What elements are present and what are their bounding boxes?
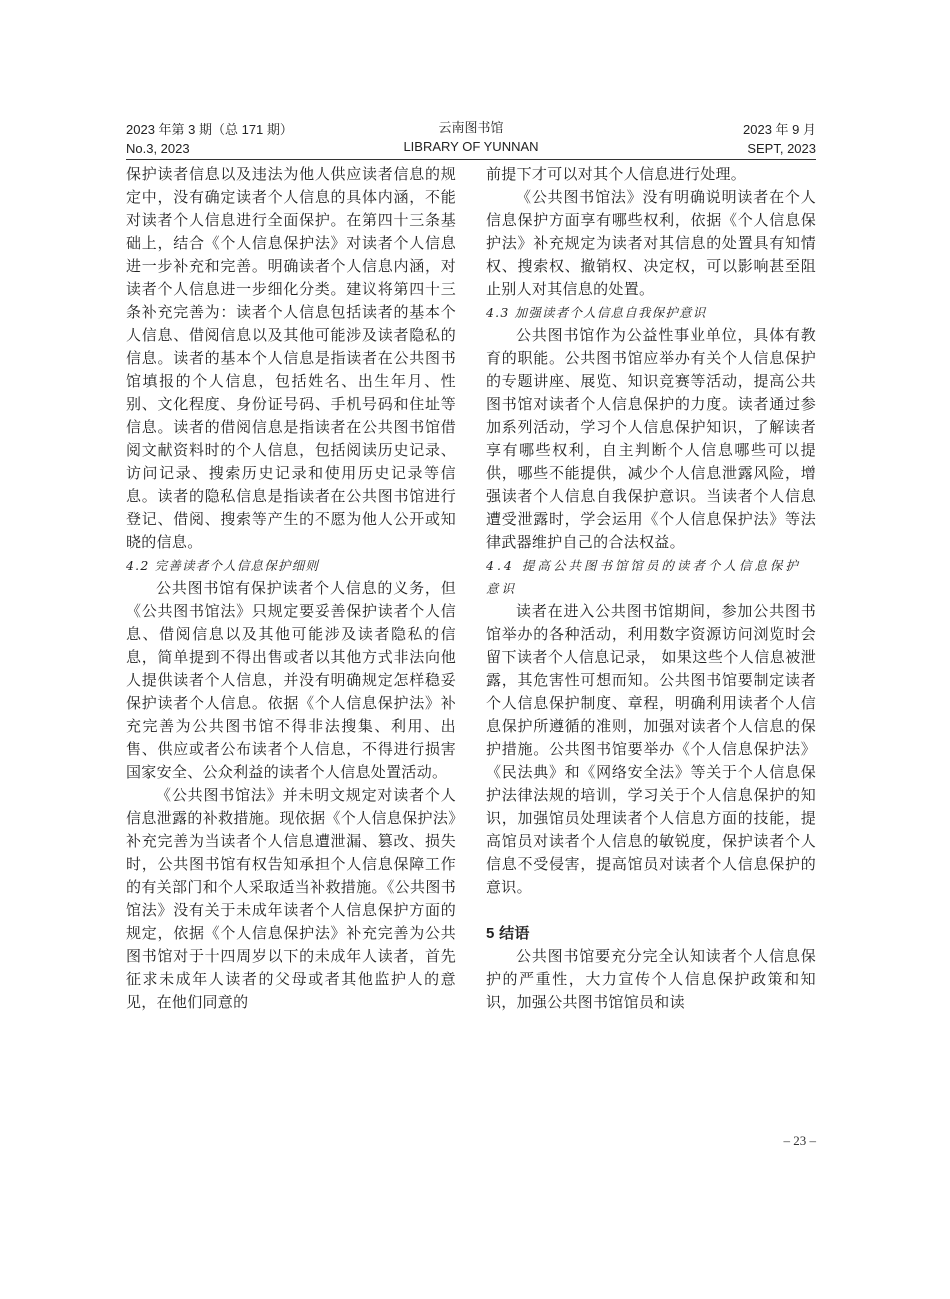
section-heading-5: 5 结语	[486, 925, 530, 942]
running-header	[126, 118, 816, 158]
paragraph: 公共图书馆作为公益性事业单位，具体有教育的职能。公共图书馆应举办有关个人信息保护的专题讲座、展览、知识竞赛等活动，提高公共图书馆对读者个人信息保护的力度。读者通过参加系列活动，学习个人信息保护知识，了解读者享有哪些权利，自主判断个人信息哪些可以提供，哪些不能提供，减少个人信息泄露风险，增强读者个人信息自我保护意识。当读者个人信息遭受泄露时，学会运用《个人信息保护法》等法律武器维护自己的合法权益。	[486, 326, 816, 551]
paragraph: 前提下才可以对其个人信息进行处理。	[486, 165, 747, 183]
left-column	[126, 163, 456, 1014]
header-date	[743, 120, 816, 158]
page-number: – 23 –	[783, 1133, 816, 1148]
header-divider	[126, 159, 816, 160]
header-journal-cn: 云南图书馆	[438, 120, 504, 135]
paragraph: 《公共图书馆法》没有明确说明读者在个人信息保护方面享有哪些权利，依据《个人信息保护法》补充规定为读者对其信息的处置具有知情权、搜索权、撤销权、决定权，可以影响甚至阻止别人对其信息的处置。	[486, 188, 816, 298]
paragraph: 公共图书馆有保护读者个人信息的义务，但《公共图书馆法》只规定要妥善保护读者个人信息、借阅信息以及其他可能涉及读者隐私的信息，简单提到不得出售或者以其他方式非法向他人提供读者个人信息，并没有明确规定怎样稳妥保护读者个人信息。依据《个人信息保护法》补充完善为公共图书馆不得非法搜集、利用、出售、供应或者公布读者个人信息，不得进行损害国家安全、公众利益的读者个人信息处置活动。	[126, 579, 456, 781]
right-column	[486, 163, 816, 1014]
paragraph: 公共图书馆要充分完全认知读者个人信息保护的严重性，大力宣传个人信息保护政策和知识，加强公共图书馆馆员和读	[486, 947, 816, 1011]
paragraph: 保护读者信息以及违法为他人供应读者信息的规定中，没有确定读者个人信息的具体内涵，不能对读者个人信息进行全面保护。在第四十三条基础上，结合《个人信息保护法》对读者个人信息进一步补充和完善。明确读者个人信息内涵，对读者个人信息进一步细化分类。建议将第四十三条补充完善为：读者个人信息包括读者的基本个人信息、借阅信息以及其他可能涉及读者隐私的信息。读者的基本个人信息是指读者在公共图书馆填报的个人信息，包括姓名、出生年月、性别、文化程度、身份证号码、手机号码和住址等信息。读者的借阅信息是指读者在公共图书馆借阅文献资料时的个人信息，包括阅读历史记录、访问记录、搜索历史记录和使用历史记录等信息。读者的隐私信息是指读者在公共图书馆进行登记、借阅、搜索等产生的不愿为他人公开或知晓的信息。	[126, 165, 456, 551]
header-date-en: SEPT, 2023	[747, 141, 816, 156]
header-date-cn: 2023 年 9 月	[743, 122, 816, 137]
paragraph: 《公共图书馆法》并未明文规定对读者个人信息泄露的补救措施。现依据《个人信息保护法》补充完善为当读者个人信息遭泄漏、篡改、损失时，公共图书馆有权告知承担个人信息保障工作的有关部门和个人采取适当补救措施。《公共图书馆法》没有关于未成年读者个人信息保护方面的规定，依据《个人信息保护法》补充完善为公共图书馆对于十四周岁以下的未成年人读者，首先征求未成年人读者的父母或者其他监护人的意见，在他们同意的	[126, 786, 456, 1011]
header-journal-en: LIBRARY OF YUNNAN	[403, 139, 539, 154]
section-heading-4-2: 4.2 完善读者个人信息保护细则	[126, 558, 320, 573]
paragraph: 读者在进入公共图书馆期间，参加公共图书馆举办的各种活动，利用数字资源访问浏览时会留下读者个人信息记录， 如果这些个人信息被泄露，其危害性可想而知。公共图书馆要制定读者个人信息保护制度、章程，明确利用读者个人信息保护所遵循的准则，加强对读者个人信息的保护措施。公共图书馆要举办《个人信息保护法》《民法典》和《网络安全法》等关于个人信息保护法律法规的培训，学习关于个人信息保护的知识，加强馆员处理读者个人信息方面的技能，提高馆员对读者个人信息的敏锐度，保护读者个人信息不受侵害，提高馆员对读者个人信息保护的意识。	[486, 602, 816, 896]
header-issue-cn: 2023 年第 3 期（总 171 期）	[126, 122, 293, 137]
section-heading-4-3: 4.3 加强读者个人信息自我保护意识	[486, 305, 707, 320]
header-journal	[126, 118, 816, 156]
section-heading-4-4: 4.4 提高公共图书馆馆员的读者个人信息保护意识	[486, 558, 801, 596]
header-issue-en: No.3, 2023	[126, 141, 190, 156]
